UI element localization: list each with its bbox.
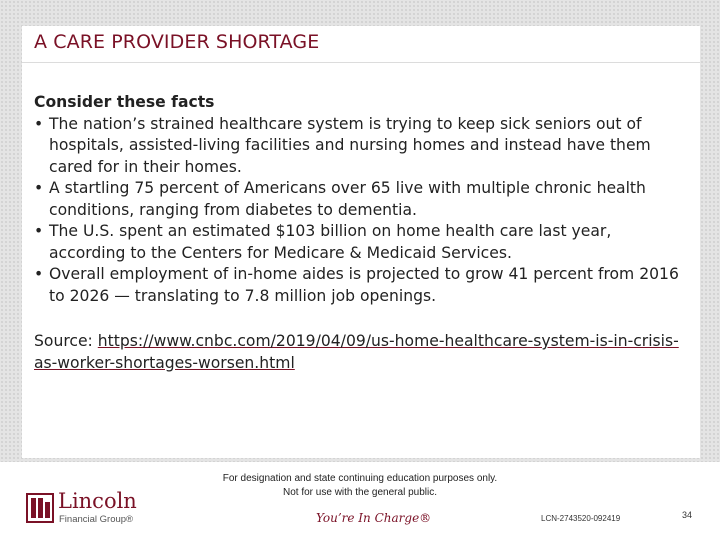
tagline: You’re In Charge®: [316, 511, 432, 525]
logo-name: Lincoln: [58, 489, 137, 513]
facts-heading: Consider these facts: [34, 93, 215, 111]
source-link[interactable]: https://www.cnbc.com/2019/04/09/us-home-healthcare-system-is-in-crisis-as-worker-shortages-worsen.html: [34, 332, 679, 372]
list-item: [34, 221, 684, 264]
fact-text: A startling 75 percent of Americans over 65 live with multiple chronic health conditions, ranging from diabetes to dementia.: [49, 179, 646, 219]
list-item: [34, 264, 684, 307]
bullet-icon: •: [34, 222, 44, 240]
fact-text: The nation’s strained healthcare system is trying to keep sick seniors out of hospitals, assisted-living facilities and nursing homes and instead have them cared for in their homes.: [49, 114, 651, 176]
disclaimer: [180, 472, 540, 500]
slide-content: [34, 92, 684, 374]
list-item: [34, 114, 684, 179]
logo-subtitle: Financial Group®: [59, 514, 134, 525]
lincoln-logo-icon: [26, 492, 54, 524]
disclaimer-line-1: For designation and state continuing education purposes only.: [222, 473, 498, 484]
bullet-icon: •: [34, 179, 44, 197]
fact-text: The U.S. spent an estimated $103 billion on home health care last year, according to the Centers for Medicare & Medicaid Services.: [49, 222, 612, 262]
source-line: [34, 331, 684, 374]
source-label: Source:: [34, 332, 93, 350]
page-number: 34: [682, 510, 693, 520]
disclaimer-line-2: Not for use with the general public.: [283, 487, 437, 498]
lincoln-logo: [26, 488, 156, 528]
bullet-icon: •: [34, 114, 44, 133]
slide-title: A CARE PROVIDER SHORTAGE: [34, 31, 320, 53]
bullet-icon: •: [34, 265, 44, 283]
facts-list: [34, 114, 684, 308]
list-item: [34, 178, 684, 221]
document-code: LCN-2743520-092419: [541, 514, 621, 523]
fact-text: Overall employment of in-home aides is projected to grow 41 percent from 2016 to 2026 — translating to 7.8 million job openings.: [49, 265, 679, 305]
